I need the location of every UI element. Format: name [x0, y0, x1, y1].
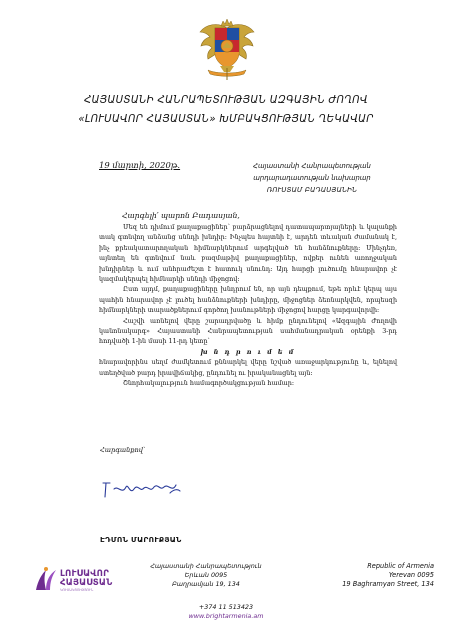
logo-line1: ԼՈՒՍԱՎՈՐ: [60, 569, 110, 579]
date-text: 19 մարտի, 2020թ.: [99, 160, 181, 170]
logo-line3: ԿՈՒՍԱԿՑՈՒԹՅՈՒՆ: [60, 588, 94, 592]
parliament-heading: ՀԱՅԱՍՏԱՆԻ ՀԱՆՐԱՊԵՏՈՒԹՅԱՆ ԱԶԳԱՅԻՆ ԺՈՂՈՎ: [84, 95, 368, 106]
signer-name: ԷԴՄՈՆ ՄԱՐՈՒՔՅԱՆ: [100, 535, 182, 544]
letter-date: [99, 160, 180, 170]
address-line: Republic of Armenia: [367, 562, 434, 570]
recipient-line1: Հայաստանի Հանրապետության: [253, 162, 371, 170]
request-word: խ ն դ ր ո ւ մ ե մ: [200, 347, 296, 356]
signature-image: [100, 475, 182, 501]
greeting: Հարգելի՛ պարոն Բադասյան,: [122, 211, 240, 220]
letter-body: [99, 222, 397, 389]
address-line: Հայաստանի Հանրապետություն: [150, 562, 262, 570]
footer-phone: +374 11 513423: [198, 603, 254, 611]
coat-of-arms-icon: [198, 18, 256, 82]
footer-address-am: [150, 562, 262, 589]
address-line: Yerevan 0095: [388, 571, 434, 579]
address-line: Բաղրամյան 19, 134: [172, 580, 240, 588]
paragraph: Մեզ են դիմում քաղաքացիներ՝ բարձրացնելով դատապարտյալների և կալանքի տակ գտնվող անձանց սննդի խնդիր: Ինչպես հայտնի է, արդեն տևական ժամանակ է, ինչ քրեակատարողական հիմնարկներում արգելված են հանձնուքները: Մինչդեռ, այնտեղ են գտնվում նաև բազմաթիվ քաղաքացիներ, ովքեր ունեն առողջական խնդիրներ և ում անհրաժեշտ է հատուկ սնունդ: Այդ հարցի լուծումը հնարավոր չէ կազմակերպել հիմնարկի սննդի միջոցով:: [99, 223, 397, 284]
recipient-name: ՌՈՒՍՏԱՄ ԲԱԴԱՍՅԱՆԻՆ: [266, 186, 358, 194]
paragraph: Հաշվի առնելով վերը շարադրվածը և հիմք ընդունելով «Ազգային Ժողովի կանոնակարգ» Հայաստանի Հանրապետության սահմանադրական օրենքի 3-րդ հոդվածի 1-ին մասի 11-րդ կետը՝: [99, 316, 397, 346]
party-logo: [34, 566, 113, 594]
recipient-block: [232, 160, 392, 196]
footer-website-link[interactable]: www.brightarmenia.am: [188, 612, 264, 620]
faction-heading: «ԼՈՒՍԱՎՈՐ ՀԱՅԱՍՏԱՆ» ԽՄԲԱԿՑՈՒԹՅԱՆ ՂԵԿԱՎԱՐ: [78, 114, 374, 125]
footer-contact: [0, 603, 452, 621]
footer-address-en: [326, 562, 434, 589]
recipient-line2: արդարադատության նախարար: [253, 174, 371, 182]
paragraph: Ըստ այդմ, քաղաքացիները խնդրում են, որ այն դեպքում, եթե որևէ կերպ այս պահին հնարավոր չէ լուծել հանձնուքների խնդիրը, միջոցներ ձեռնարկվեն, որպեսզի հիմնարկների տարածքներում գործող խանութների միջոցով հարցը կարգավորվի:: [99, 285, 397, 315]
paragraph: հնարավորինս սեղմ ժամկետում քննարկել վերը նշված առաջարկությունը և, ելնելով ստեղծված բարդ իրավիճակից, ընդունել ու իրականացնել այն:: [99, 358, 397, 377]
paragraph: Շնորհակալություն համագործակցության համար:: [123, 379, 294, 388]
logo-line2: ՀԱՅԱՍՏԱՆ: [60, 578, 113, 588]
regards: Հարգանքով՝: [100, 446, 146, 454]
address-line: Երևան 0095: [184, 571, 228, 579]
party-logo-icon: [34, 566, 58, 592]
address-line: 19 Baghramyan Street, 134: [342, 580, 434, 588]
